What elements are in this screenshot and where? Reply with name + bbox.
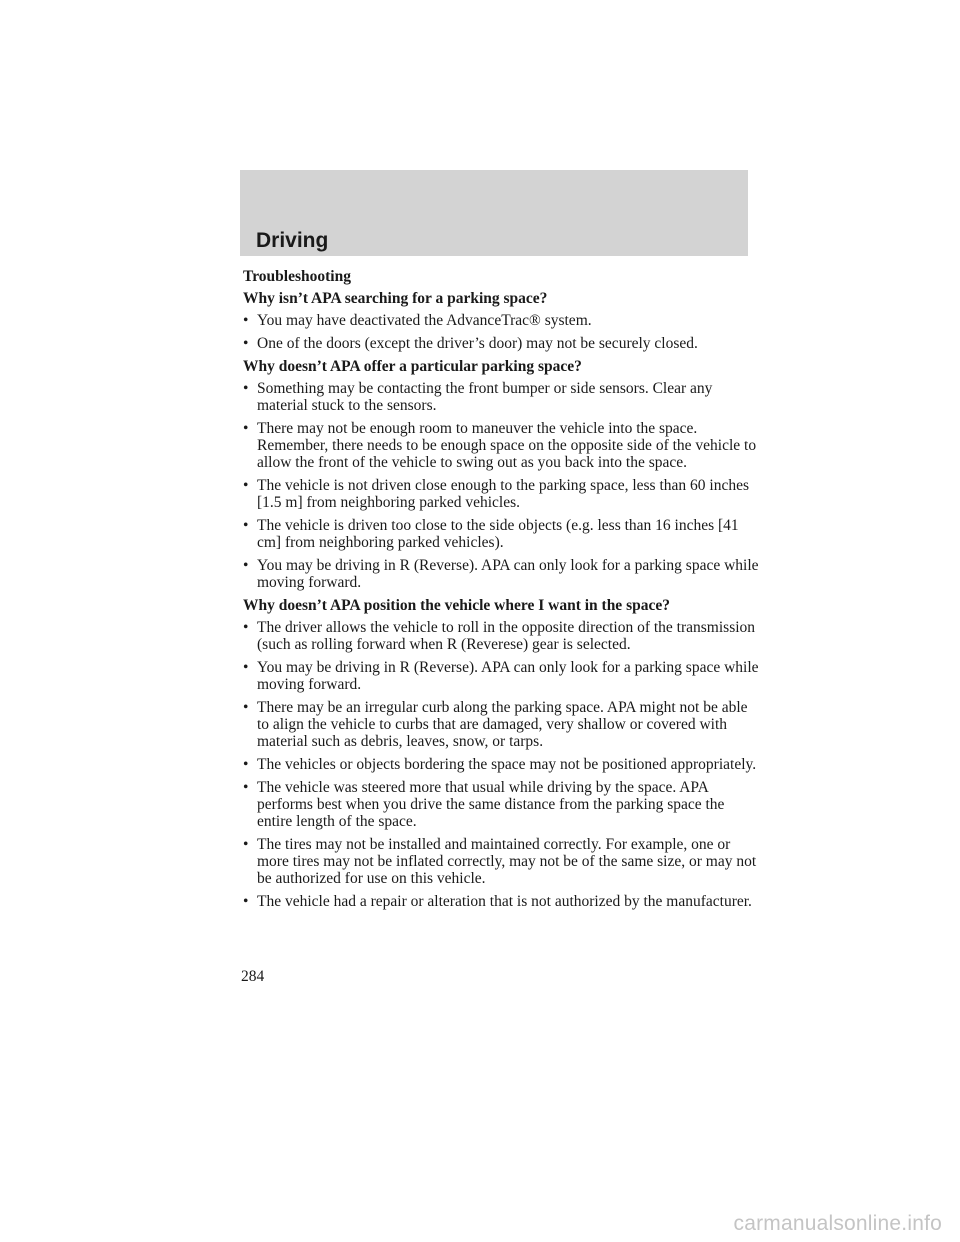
answer-list [243, 380, 763, 591]
list-item-text: The vehicle is driven too close to the side objects (e.g. less than 16 inches [41 cm] from neighboring parked vehicles). [257, 517, 739, 551]
bullet-icon: • [243, 756, 249, 773]
section-header-band [240, 170, 748, 256]
bullet-icon: • [243, 699, 249, 716]
list-item [243, 619, 763, 653]
page-heading: Troubleshooting [243, 268, 351, 285]
list-item [243, 517, 763, 551]
bullet-icon: • [243, 659, 249, 676]
list-item [243, 779, 763, 830]
list-item-text: Something may be contacting the front bumper or side sensors. Clear any material stuck to the sensors. [257, 380, 713, 414]
question-heading: Why doesn’t APA offer a particular parking space? [243, 358, 582, 375]
list-item [243, 335, 763, 352]
list-item [243, 420, 763, 471]
list-item-text: The vehicle was steered more that usual while driving by the space. APA performs best when you drive the same distance from the parking space the entire length of the space. [257, 779, 725, 830]
bullet-icon: • [243, 420, 249, 437]
bullet-icon: • [243, 779, 249, 796]
list-item-text: The driver allows the vehicle to roll in the opposite direction of the transmission (such as rolling forward when R (Reverese) gear is selected. [257, 619, 756, 653]
question-heading: Why isn’t APA searching for a parking space? [243, 290, 548, 307]
list-item [243, 312, 763, 329]
list-item [243, 557, 763, 591]
section-title: Driving [256, 229, 329, 252]
list-item [243, 477, 763, 511]
list-item [243, 836, 763, 887]
bullet-icon: • [243, 477, 249, 494]
list-item-text: You may be driving in R (Reverse). APA can only look for a parking space while moving forward. [257, 557, 759, 591]
list-item-text: The vehicle had a repair or alteration that is not authorized by the manufacturer. [257, 893, 752, 910]
bullet-icon: • [243, 557, 249, 574]
list-item-text: The vehicle is not driven close enough to the parking space, less than 60 inches [1.5 m] from neighboring parked vehicles. [257, 477, 749, 511]
bullet-icon: • [243, 312, 249, 329]
troubleshooting-groups [243, 290, 763, 910]
bullet-icon: • [243, 335, 249, 352]
answer-list [243, 619, 763, 910]
list-item [243, 893, 763, 910]
bullet-icon: • [243, 893, 249, 910]
bullet-icon: • [243, 380, 249, 397]
list-item-text: You may be driving in R (Reverse). APA can only look for a parking space while moving forward. [257, 659, 759, 693]
list-item [243, 756, 763, 773]
list-item-text: One of the doors (except the driver’s door) may not be securely closed. [257, 335, 698, 352]
list-item-text: The vehicles or objects bordering the space may not be positioned appropriately. [257, 756, 757, 773]
page-number: 284 [241, 968, 265, 985]
answer-list [243, 312, 763, 352]
list-item-text: You may have deactivated the AdvanceTrac® system. [257, 312, 592, 329]
list-item [243, 380, 763, 414]
bullet-icon: • [243, 836, 249, 853]
watermark-text: carmanualsonline.info [733, 1212, 942, 1235]
list-item-text: The tires may not be installed and maintained correctly. For example, one or more tires may not be inflated correctly, may not be of the same size, or may not be authorized for use on this vehicle. [257, 836, 757, 887]
list-item-text: There may be an irregular curb along the parking space. APA might not be able to align the vehicle to curbs that are damaged, very shallow or covered with material such as debris, leaves, snow, or tarps. [257, 699, 748, 750]
page-content [243, 268, 763, 916]
list-item-text: There may not be enough room to maneuver the vehicle into the space. Remember, there needs to be enough space on the opposite side of the vehicle to allow the front of the vehicle to swing out as you back into the space. [257, 420, 757, 471]
bullet-icon: • [243, 619, 249, 636]
question-heading: Why doesn’t APA position the vehicle where I want in the space? [243, 597, 670, 614]
list-item [243, 699, 763, 750]
list-item [243, 659, 763, 693]
bullet-icon: • [243, 517, 249, 534]
